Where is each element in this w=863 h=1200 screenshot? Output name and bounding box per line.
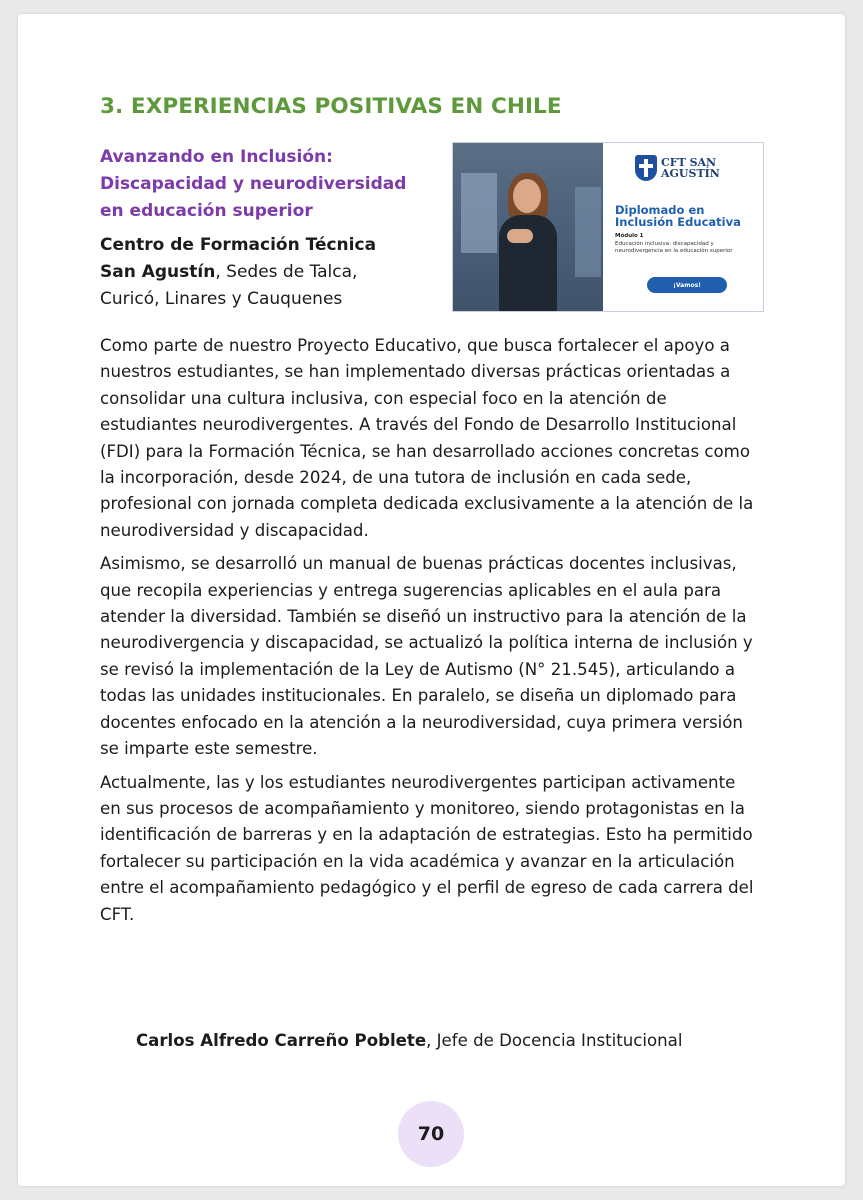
author-role: , Jefe de Docencia Institucional xyxy=(426,1031,683,1050)
author-name: Carlos Alfredo Carreño Poblete xyxy=(136,1031,427,1050)
document-page xyxy=(18,14,845,1186)
institution-info xyxy=(100,232,440,313)
diploma-description: Educación inclusiva: discapacidad y neurodivergencia en la educación superior xyxy=(615,241,733,254)
institution-name-line-1: Centro de Formación Técnica xyxy=(100,235,377,255)
author-signature xyxy=(136,1028,776,1054)
institution-sedes-line-2: Curicó, Linares y Cauquenes xyxy=(100,289,343,309)
institution-sedes: , Sedes de Talca, xyxy=(215,262,358,282)
subtitle-line-2: Discapacidad y neurodiversidad xyxy=(100,174,407,194)
cft-san-agustin-logo xyxy=(635,155,720,181)
subtitle-line-3: en educación superior xyxy=(100,201,313,221)
page-number-badge: 70 xyxy=(398,1101,464,1167)
diploma-title-line-1: Diplomado en xyxy=(615,203,705,217)
window-shape-2 xyxy=(575,187,601,277)
logo-text-line-2: AGUSTÍN xyxy=(661,167,720,180)
speaker-hand xyxy=(507,229,533,243)
paragraph-2: Asimismo, se desarrolló un manual de buenas prácticas docentes inclusivas, que recopila experiencias y entrega sugerencias aplicables en el aula para atender la diversidad. También se diseñó un instructivo para la atención de la neurodivergencia y discapacidad, se actualizó la política interna de inclusión y se revisó la implementación de la Ley de Autismo (N° 21.545), articulando a todas las unidades institucionales. En paralelo, se diseña un diplomado para docentes enfocado en la atención a la neurodiversidad, cuya primera versión se imparte este semestre. xyxy=(100,554,753,759)
paragraph-3: Actualmente, las y los estudiantes neurodivergentes participan activamente en sus procesos de acompañamiento y monitoreo, siendo protagonistas en la identificación de barreras y en la adaptación de estrategias. Esto ha permitido fortalecer su participación en la vida académica y avanzar en la articulación entre el acompañamiento pedagógico y el perfil de egreso de cada carrera del CFT. xyxy=(100,772,754,924)
logo-text-line-1: CFT SAN xyxy=(661,156,717,169)
article-body xyxy=(100,333,760,935)
speaker-head xyxy=(513,179,541,213)
shield-icon xyxy=(635,155,657,181)
diploma-title-line-2: Inclusión Educativa xyxy=(615,215,741,229)
article-subtitle xyxy=(100,144,440,225)
window-shape xyxy=(461,173,497,253)
diploma-title xyxy=(615,204,761,228)
article-image xyxy=(452,142,764,312)
paragraph-1: Como parte de nuestro Proyecto Educativo, que busca fortalecer el apoyo a nuestros estudiantes, se han implementado diversas prácticas orientadas a consolidar una cultura inclusiva, con especial foco en la atención de estudiantes neurodivergentes. A través del Fondo de Desarrollo Institucional (FDI) para la Formación Técnica, se han desarrollado acciones concretas como la incorporación, desde 2024, de una tutora de inclusión en cada sede, profesional con jornada completa dedicada exclusivamente a la atención de la neurodiversidad y discapacidad. xyxy=(100,336,754,540)
institution-name-line-2: San Agustín xyxy=(100,262,216,282)
subtitle-line-1: Avanzando en Inclusión: xyxy=(100,147,333,167)
diploma-module: Módulo 1 xyxy=(615,233,644,239)
vamos-button: ¡Vamos! xyxy=(647,277,727,293)
section-title: 3. EXPERIENCIAS POSITIVAS EN CHILE xyxy=(100,94,562,119)
